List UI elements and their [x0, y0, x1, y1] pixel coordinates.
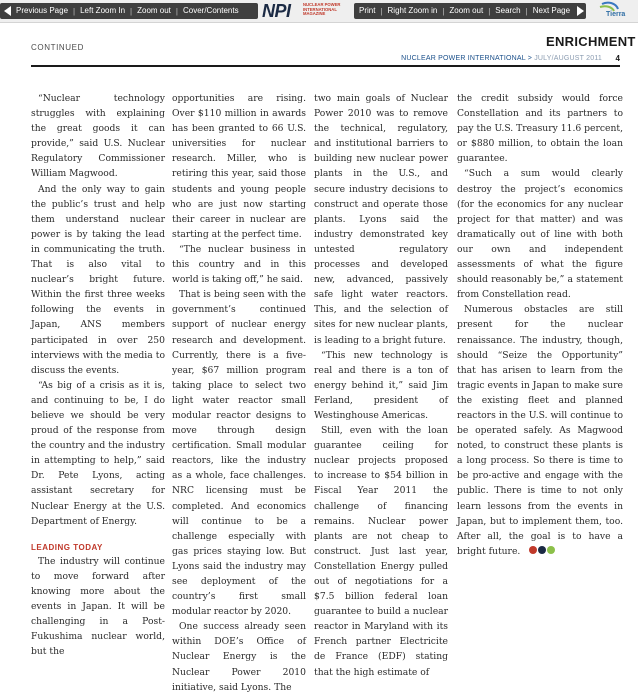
- paragraph: One success already seen within DOE’s Office of Nuclear Energy is the Nuclear Power 2010 initiative, said Lyons. The: [172, 621, 306, 693]
- paragraph: The industry will continue to move forward after knowing more about the events in Japan. It will be challenging in a Post-Fukushima nuclear world, but the: [31, 555, 165, 658]
- paragraph: “Nuclear technology struggles with explaining the great goods it can provide,” said U.S. Nuclear Regulatory Commissioner William Magwood.: [31, 93, 165, 180]
- nav-separator: |: [73, 6, 76, 16]
- nav-separator: |: [380, 6, 383, 16]
- npi-logo[interactable]: [262, 1, 350, 21]
- paragraph: two main goals of Nuclear Power 2010 was to remove the technical, regulatory, and institutional barriers to building new nuclear power plants in the U.S., and secure industry decisions to construct and operate those plants. Lyons said the industry demonstrated key untested regulatory processes and developed new, advanced, passively safe light water reactors. This, and the selection of sites for new nuclear plants, is leading to a bright future.: [314, 93, 448, 346]
- nav-separator: |: [488, 6, 491, 16]
- end-of-article-mark: [522, 544, 556, 559]
- nav-separator: |: [525, 6, 528, 16]
- logo-npi-text: NPI: [262, 1, 291, 21]
- paragraph: “This new technology is real and there is a ton of energy behind it,” said Jim Ferland, president of Westinghouse Americas.: [314, 349, 448, 421]
- nav-search[interactable]: Search: [495, 6, 521, 15]
- logo-subtitle: NUCLEAR POWER INTERNATIONAL MAGAZINE: [303, 2, 341, 17]
- previous-arrow-icon[interactable]: [4, 6, 11, 16]
- brand-logo: [594, 1, 634, 21]
- paragraph: “Such a sum would clearly destroy the project’s economics (for the economics for any nuclear project for that matter) and was dramatically out of line with both our own and independent assessments of what the figure should reasonably be,” a statement from Constellation read.: [457, 168, 623, 301]
- article-column-4: [457, 91, 623, 559]
- publication-name: NUCLEAR POWER INTERNATIONAL: [401, 55, 526, 62]
- nav-zoom-out-right[interactable]: Zoom out: [449, 6, 484, 15]
- nav-separator: |: [442, 6, 445, 16]
- nav-cover-contents[interactable]: Cover/Contents: [182, 6, 239, 15]
- page-number: 4: [615, 54, 620, 63]
- paragraph: the credit subsidy would force Constellation and its partners to pay the U.S. Treasury 11.6 percent, or $880 million, to obtain the loan guarantee.: [457, 93, 623, 165]
- nav-group-right: [354, 3, 586, 19]
- nav-separator: |: [130, 6, 133, 16]
- section-title: ENRICHMENT: [546, 34, 636, 49]
- nav-right-zoom-in[interactable]: Right Zoom in: [387, 6, 438, 15]
- paragraph: “The nuclear business in this country and in this world is taking off,” he said.: [172, 243, 306, 286]
- nav-print[interactable]: Print: [359, 6, 376, 15]
- nav-previous-page[interactable]: Previous Page: [16, 6, 69, 15]
- paragraph: Still, even with the loan guarantee ceiling for nuclear projects proposed to increase to $54 billion in Fiscal Year 2011 the challenge of financing remains. Nuclear power plants are not cheap to construct. Just last year, Constellation Energy pulled out of negotiations for a $7.5 billion federal loan guarantee to build a nuclear reactor in Maryland with its French partner Electricite de France (EDF) stating that the high estimate of: [314, 425, 448, 678]
- end-mark-dot-icon: [529, 546, 537, 554]
- end-mark-dot-icon: [547, 546, 555, 554]
- top-navigation-bar: [0, 0, 638, 23]
- nav-next-page[interactable]: Next Page: [532, 6, 571, 15]
- paragraph: And the only way to gain the public’s trust and help them understand nuclear power is by taking the lead in communicating the truth. That is also vital to nuclear’s bright future. Within the first three weeks following the events in Japan, ANS members participated in over 250 interviews with the media to discuss the events.: [31, 183, 165, 376]
- nav-group-left: [0, 3, 258, 19]
- continued-label: CONTINUED: [31, 43, 84, 52]
- paragraph-text: Numerous obstacles are still present for the nuclear renaissance. The industry, though, should “Seize the Opportunity” that has arisen to learn from the tragic events in Japan to make sure the existing fleet and planned reactors in the U.S. will continue to be operated safely. As Magwood noted, to construct these plants is a long process. So there is time to be pro-active and engage with the public. There is time to not only learn lessons from the events in Japan, but to implement them, too. After all, the goal is to have a bright future.: [457, 304, 623, 557]
- paragraph: “As big of a crisis as it is, and continuing to be, I do believe we should be very proud of the response from the country and the industry in attempting to help,” said Dr. Pete Lyons, acting assistant secretary for Nuclear Energy at the U.S. Department of Energy.: [31, 379, 165, 527]
- paragraph: [457, 302, 623, 559]
- publication-date: JULY/AUGUST 2011: [534, 55, 602, 62]
- article-column-3: [314, 91, 448, 680]
- nav-left-zoom-in[interactable]: Left Zoom In: [80, 6, 126, 15]
- next-arrow-icon[interactable]: [577, 6, 584, 16]
- paragraph: opportunities are rising. Over $110 million in awards has been granted to 66 U.S. universities for nuclear research. Miller, who is retiring this year, said those students and young people who are just now starting their career in nuclear are starting at the perfect time.: [172, 93, 306, 240]
- publication-separator: >: [527, 55, 533, 62]
- paragraph: That is being seen with the government’s continued support of nuclear energy research and development. Currently, there is a five-year, $67 million program taking place to select two light water reactor small modular reactor designs to move through design certification. Small modular reactors, like the industry as a whole, face challenges. NRC licensing must be completed. And economics will continue to be a challenge especially with gas prices staying low. But Lyons said the industry may see deployment of the country’s first small modular reactor by 2020.: [172, 289, 306, 618]
- end-mark-dot-icon: [538, 546, 546, 554]
- publication-bar: [31, 56, 620, 67]
- publication-line: [401, 55, 602, 62]
- article-column-2: [172, 91, 306, 695]
- subheading-leading-today: LEADING TODAY: [31, 542, 103, 552]
- nav-zoom-out-left[interactable]: Zoom out: [137, 6, 171, 15]
- article-column-1: [31, 91, 165, 659]
- nav-separator: |: [175, 6, 178, 16]
- brand-name: Tierra: [606, 11, 626, 18]
